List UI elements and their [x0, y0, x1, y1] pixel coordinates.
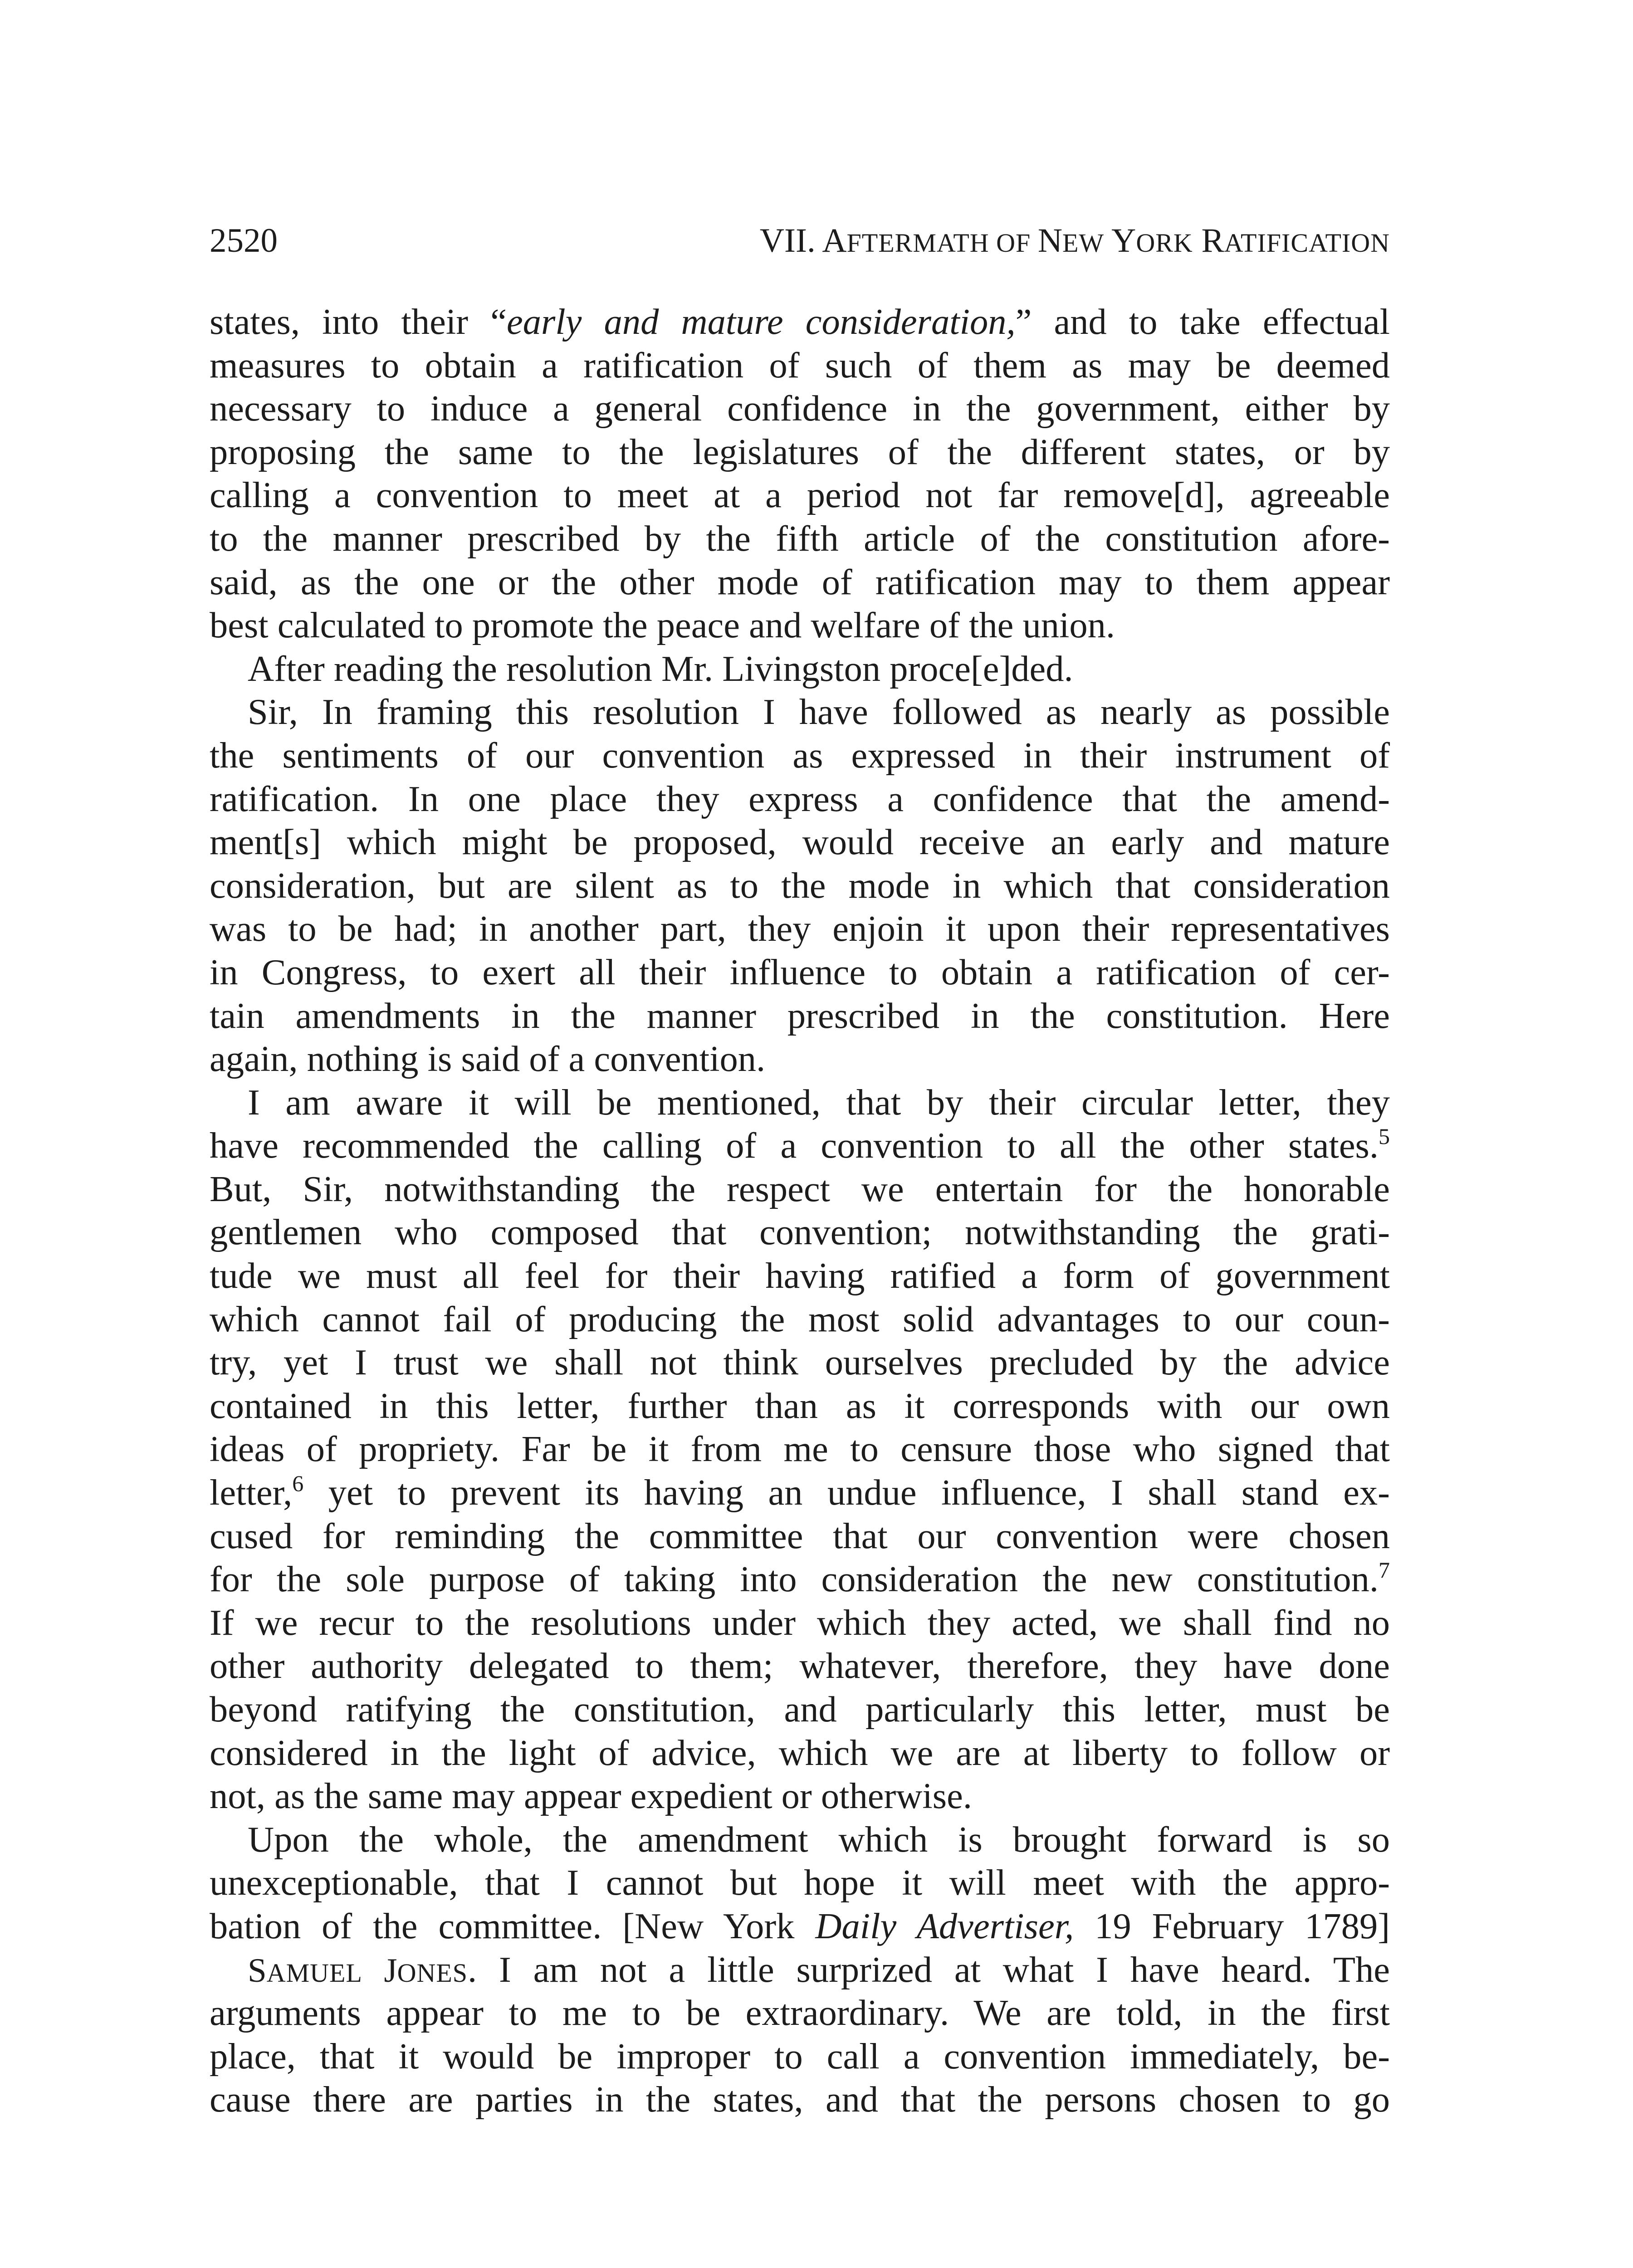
- text-line: not, as the same may appear expedient or otherwise.: [210, 1776, 972, 1817]
- text-line: best calculated to promote the peace and welfare of the union.: [210, 605, 1115, 646]
- section-prefix: VII.: [759, 222, 822, 259]
- running-title: VII. AFTERMATH OF NEW YORK RATIFICATION: [759, 222, 1390, 259]
- text-line: Upon the whole, the amendment which is brought forward is so: [248, 1819, 1390, 1860]
- text-line: was to be had; in another part, they enjoin it upon their representatives: [210, 909, 1390, 949]
- italic-phrase: Daily Advertiser,: [815, 1906, 1074, 1946]
- text-line: gentlemen who composed that convention; notwithstanding the grati-: [210, 1212, 1390, 1253]
- body-text: [210, 300, 1390, 2121]
- text-line: After reading the resolution Mr. Livingston proce[e]ded.: [248, 648, 1073, 689]
- text-line: place, that it would be improper to call a convention immediately, be-: [210, 2036, 1390, 2077]
- text-line: cause there are parties in the states, and that the persons chosen to go: [210, 2079, 1390, 2120]
- footnote-ref: 5: [1379, 1124, 1390, 1149]
- text-line: necessary to induce a general confidence in the government, either by: [210, 388, 1390, 429]
- text-line: arguments appear to me to be extraordinary. We are told, in the first: [210, 1993, 1390, 2033]
- text-line: tude we must all feel for their having ratified a form of government: [210, 1256, 1390, 1296]
- text-line: calling a convention to meet at a period not far remove[d], agreeable: [210, 475, 1390, 516]
- text-line: to the manner prescribed by the fifth article of the constitution afore-: [210, 518, 1390, 559]
- text-line: the sentiments of our convention as expressed in their instrument of: [210, 735, 1390, 776]
- text-line: considered in the light of advice, which we are at liberty to follow or: [210, 1732, 1390, 1773]
- text-line: ratification. In one place they express a confidence that the amend-: [210, 778, 1390, 819]
- text-line: ideas of propriety. Far be it from me to censure those who signed that: [210, 1429, 1390, 1470]
- text-line: said, as the one or the other mode of ratification may to them appear: [210, 562, 1390, 602]
- text-line: which cannot fail of producing the most solid advantages to our coun-: [210, 1299, 1390, 1339]
- page-number: 2520: [210, 222, 278, 259]
- text-line: measures to obtain a ratification of such of them as may be deemed: [210, 345, 1390, 386]
- speaker-name: S: [248, 1951, 267, 1989]
- text-line: have recommended the calling of a convention to all the other states.$^5$: [210, 1124, 1390, 1166]
- text-line: bation of the committee. [New York Daily Advertiser, 19 February 1789]: [210, 1906, 1390, 1946]
- text-line: Sir, In framing this resolution I have followed as nearly as possible: [248, 692, 1390, 733]
- text-line: try, yet I trust we shall not think ourselves precluded by the advice: [210, 1342, 1390, 1383]
- footnote-ref: 6: [292, 1471, 304, 1496]
- italic-phrase: early and mature consideration,: [506, 302, 1016, 342]
- text-line: But, Sir, notwithstanding the respect we entertain for the honorable: [210, 1168, 1390, 1209]
- text-line: again, nothing is said of a convention.: [210, 1039, 766, 1080]
- footnote-ref: 7: [1379, 1557, 1390, 1583]
- text-line: in Congress, to exert all their influence to obtain a ratification of cer-: [210, 952, 1390, 992]
- text-line: I am aware it will be mentioned, that by their circular letter, they: [248, 1082, 1390, 1123]
- text-line: for the sole purpose of taking into consideration the new constitution.$^7$: [210, 1557, 1390, 1600]
- text-line: tain amendments in the manner prescribed in the constitution. Here: [210, 995, 1390, 1036]
- text-line: beyond ratifying the constitution, and particularly this letter, must be: [210, 1689, 1390, 1730]
- text-line: consideration, but are silent as to the mode in which that consideration: [210, 865, 1390, 906]
- text-line: SAMUEL JONES. I am not a little surprized at what I have heard. The: [248, 1949, 1390, 1990]
- text-line: other authority delegated to them; whatever, therefore, they have done: [210, 1646, 1390, 1686]
- running-head: [210, 220, 1390, 261]
- text-line: proposing the same to the legislatures of the different states, or by: [210, 431, 1390, 472]
- text-line: states, into their “early and mature consideration,” and to take effectual: [210, 302, 1390, 342]
- text-line: contained in this letter, further than as it corresponds with our own: [210, 1385, 1390, 1426]
- text-line: ment[s] which might be proposed, would receive an early and mature: [210, 822, 1390, 863]
- text-line: letter,$^6$ yet to prevent its having an undue influence, I shall stand ex-: [210, 1471, 1390, 1513]
- text-line: If we recur to the resolutions under which they acted, we shall find no: [210, 1602, 1390, 1643]
- text-line: unexceptionable, that I cannot but hope it will meet with the appro-: [210, 1862, 1390, 1903]
- text-line: cused for reminding the committee that our convention were chosen: [210, 1515, 1390, 1556]
